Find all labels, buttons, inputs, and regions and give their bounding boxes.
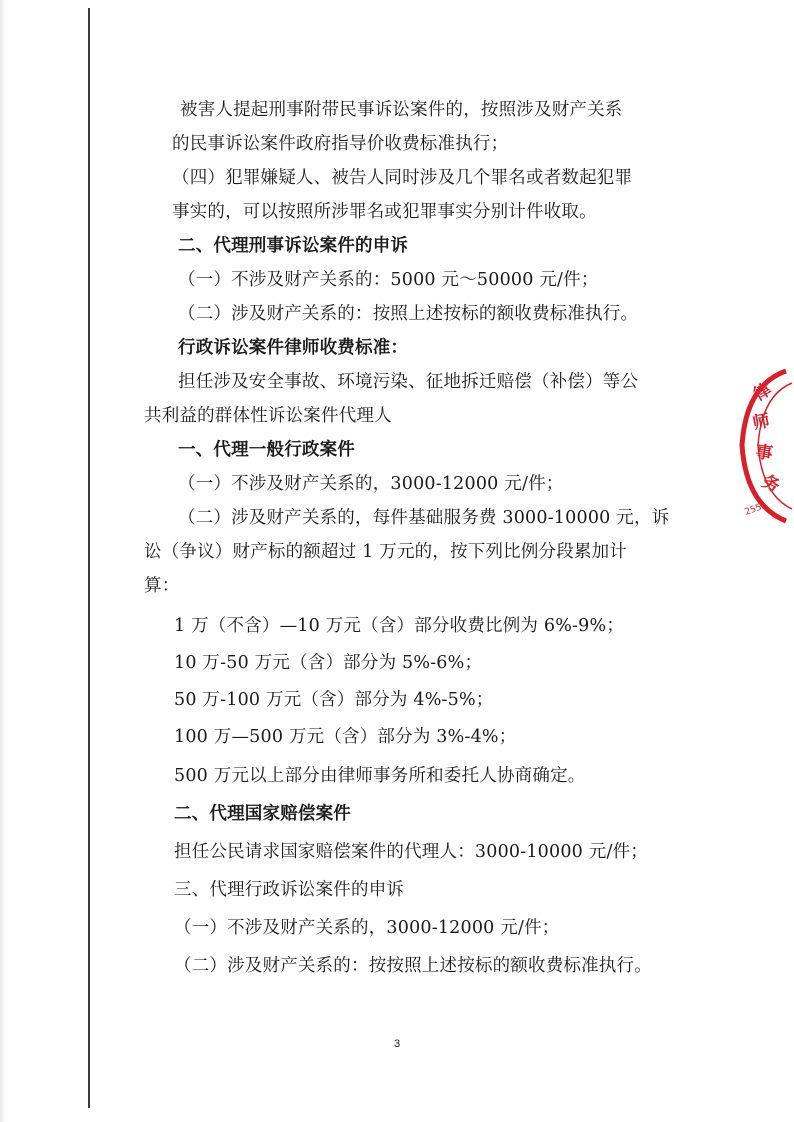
paragraph-line-1: 被害人提起刑事附带民事诉讼案件的，按照涉及财产关系 — [180, 100, 623, 120]
svg-text:务: 务 — [758, 471, 783, 497]
svg-text:2551: 2551 — [743, 500, 769, 518]
paragraph-line-14: 讼（争议）财产标的额超过 1 万元的，按下列比例分段累加计 — [144, 542, 628, 562]
paragraph-line-15: 算： — [144, 576, 180, 596]
paragraph-line-24: （一）不涉及财产关系的，3000-12000 元/件； — [174, 918, 560, 938]
section-heading-state-compensation: 二、代理国家赔偿案件 — [174, 804, 351, 824]
section-heading-criminal-appeal: 二、代理刑事诉讼案件的申诉 — [178, 236, 409, 256]
paragraph-line-6: （一）不涉及财产关系的：5000 元～50000 元/件； — [178, 270, 599, 290]
section-heading-administrative: 行政诉讼案件律师收费标准： — [178, 338, 409, 358]
section-heading-admin-appeal: 三、代理行政诉讼案件的申诉 — [174, 880, 405, 900]
rate-line-1: 1 万（不含）—10 万元（含）部分收费比例为 6%-9%； — [174, 616, 625, 636]
paragraph-line-22: 担任公民请求国家赔偿案件的代理人：3000-10000 元/件； — [174, 842, 648, 862]
paragraph-line-10: 共利益的群体性诉讼案件代理人 — [144, 406, 392, 426]
svg-text:师: 师 — [750, 410, 772, 434]
paragraph-line-9: 担任涉及安全事故、环境污染、征地拆迁赔偿（补偿）等公 — [178, 372, 639, 392]
binding-margin-line — [88, 8, 90, 1108]
paragraph-line-4: 事实的，可以按照所涉罪名或犯罪事实分别计件收取。 — [172, 202, 597, 222]
rate-line-5: 500 万元以上部分由律师事务所和委托人协商确定。 — [174, 766, 586, 786]
scan-edge — [0, 0, 6, 1122]
rate-line-3: 50 万-100 万元（含）部分为 4%-5%； — [174, 690, 494, 710]
rate-line-4: 100 万—500 万元（含）部分为 3%-4%； — [174, 727, 517, 747]
paragraph-line-7: （二）涉及财产关系的：按照上述按标的额收费标准执行。 — [178, 304, 639, 324]
page-number: 3 — [393, 1038, 401, 1050]
rate-line-2: 10 万-50 万元（含）部分为 5%-6%； — [174, 653, 483, 673]
svg-text:事: 事 — [754, 442, 774, 465]
paragraph-line-12: （一）不涉及财产关系的，3000-12000 元/件； — [178, 474, 564, 494]
svg-text:律: 律 — [750, 379, 776, 406]
paragraph-line-2: 的民事诉讼案件政府指导价收费标准执行； — [172, 134, 509, 154]
paragraph-line-25: （二）涉及财产关系的：按按照上述按标的额收费标准执行。 — [174, 956, 652, 976]
paragraph-line-13: （二）涉及财产关系的，每件基础服务费 3000-10000 元，诉 — [178, 508, 670, 528]
section-heading-general-admin: 一、代理一般行政案件 — [178, 440, 355, 460]
paragraph-line-3: （四）犯罪嫌疑人、被告人同时涉及几个罪名或者数起犯罪 — [172, 168, 633, 188]
red-seal-stamp — [728, 365, 794, 525]
